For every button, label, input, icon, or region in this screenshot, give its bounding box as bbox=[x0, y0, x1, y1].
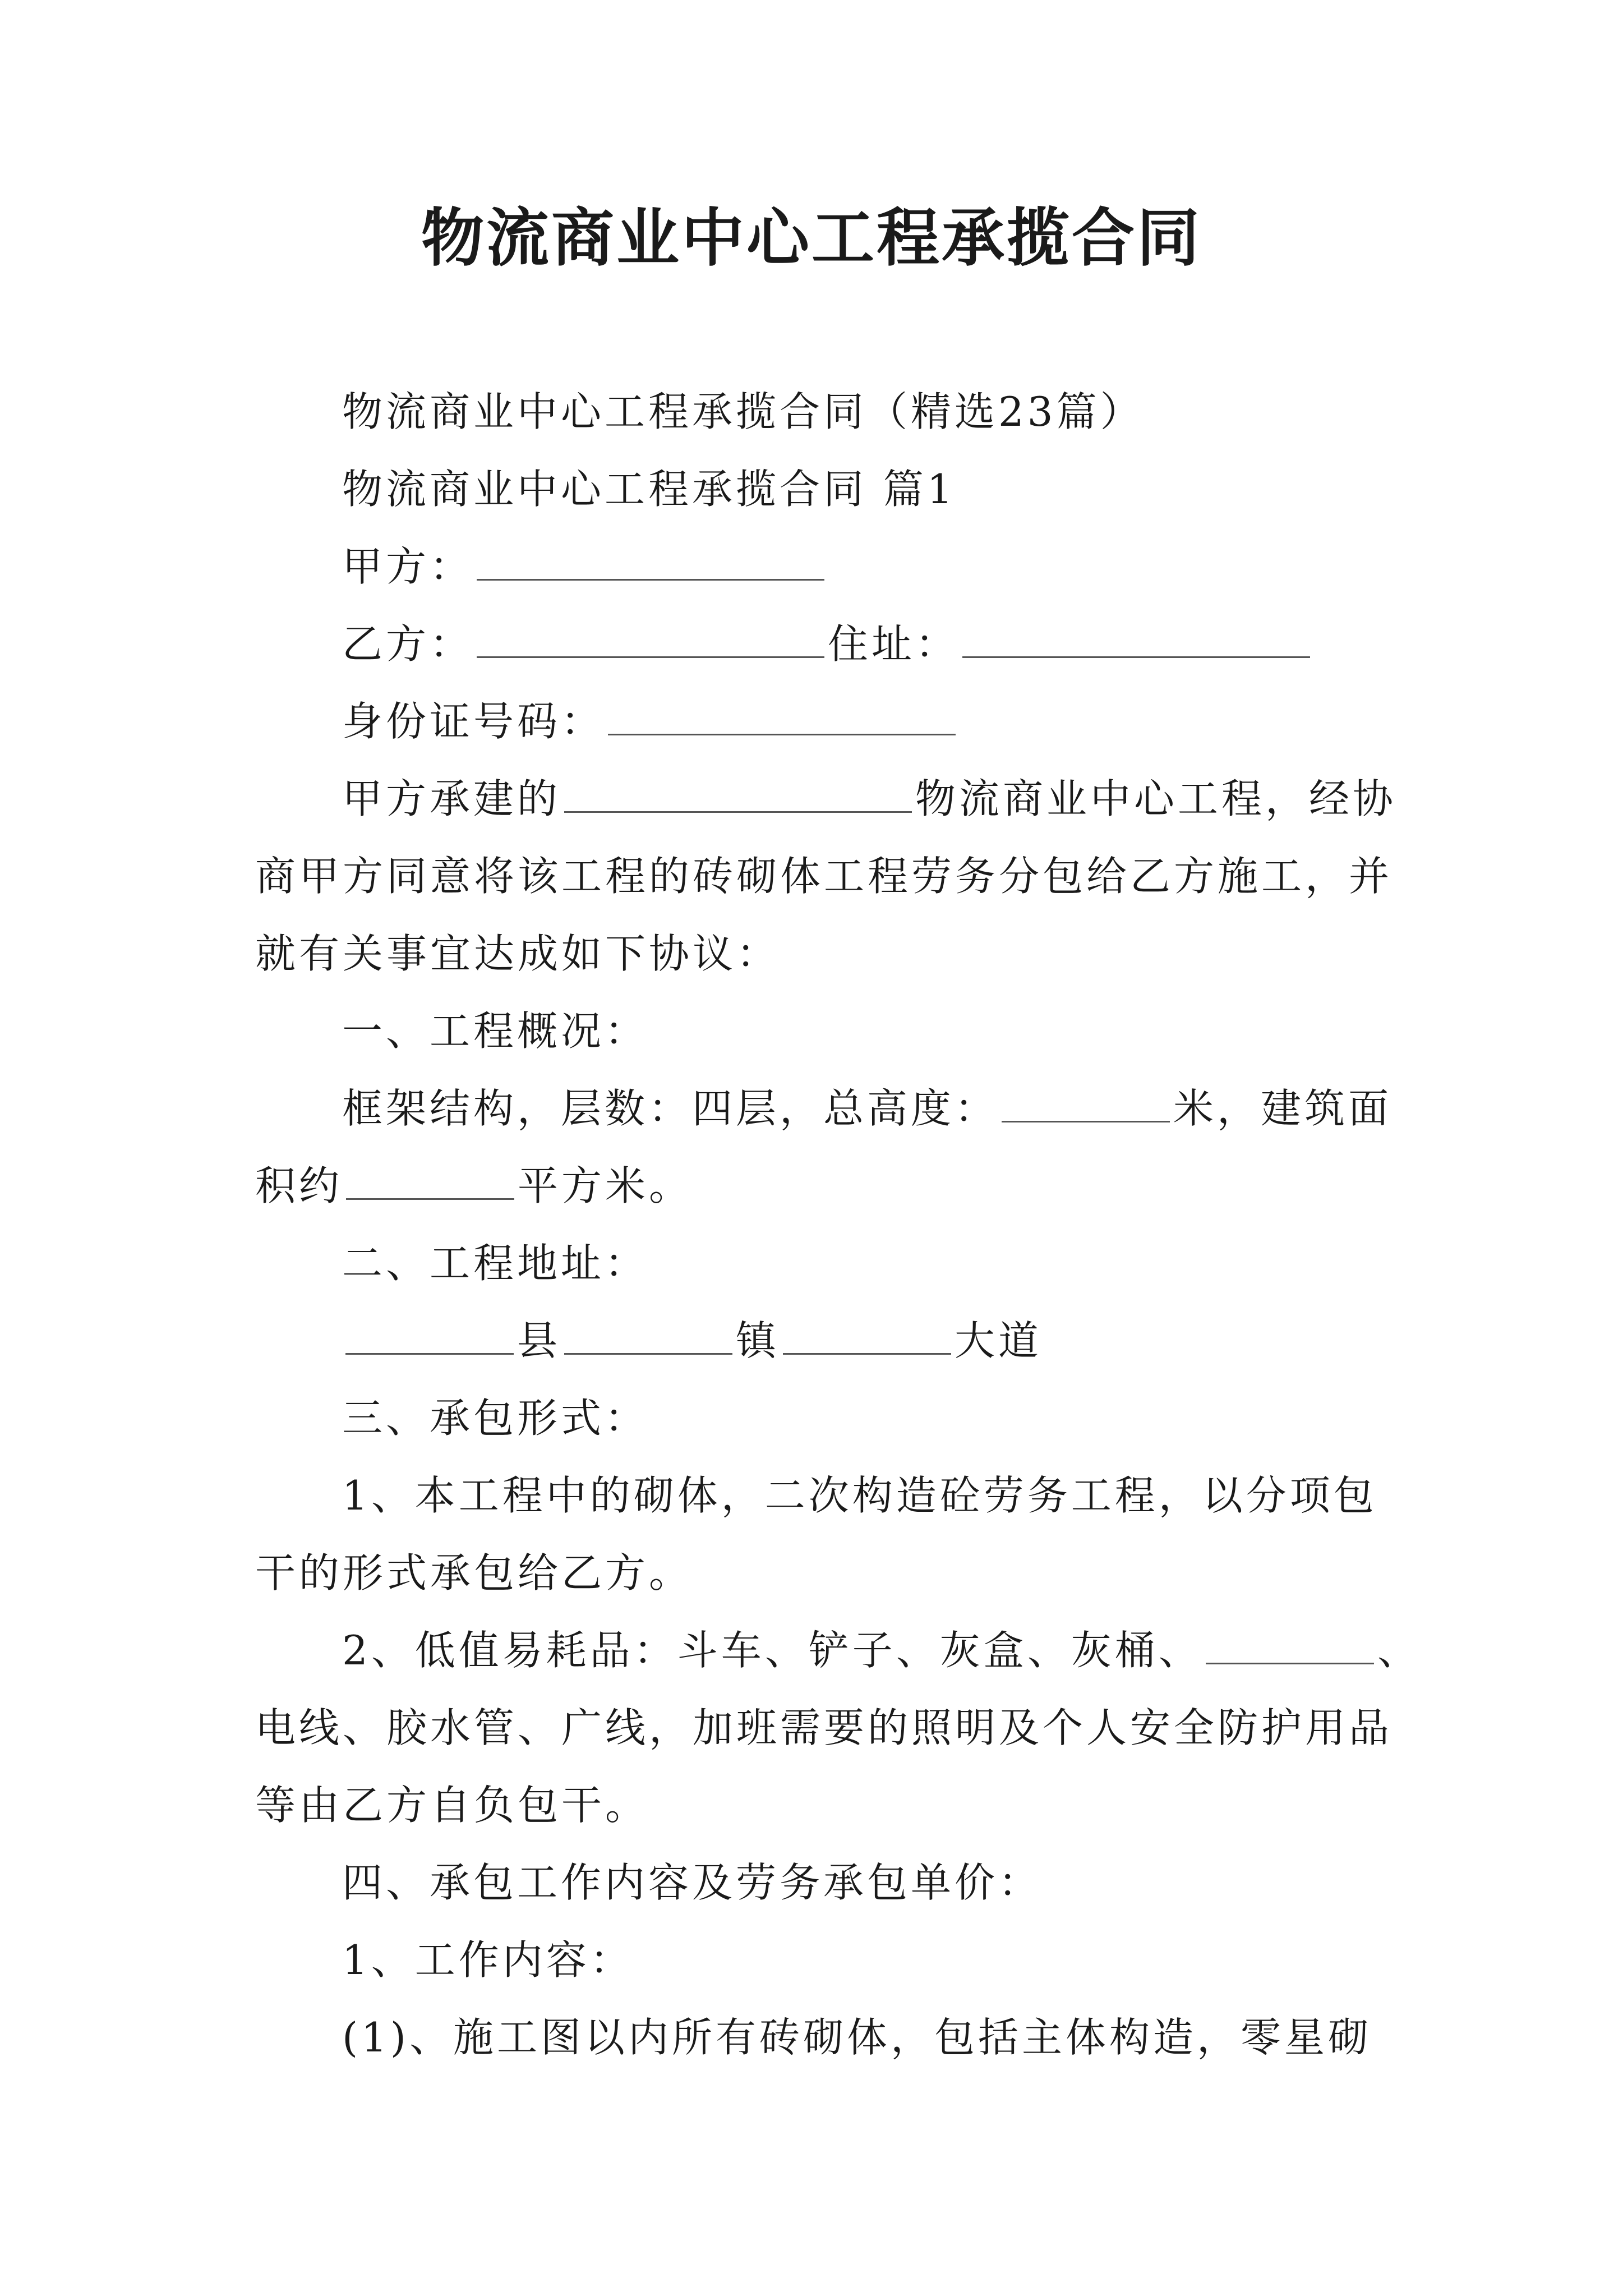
address-detail-line bbox=[255, 1302, 1388, 1379]
intro-line-3: 就有关事宜达成如下协议： bbox=[255, 930, 781, 977]
road-blank bbox=[783, 1318, 951, 1355]
id-line bbox=[255, 683, 1388, 760]
address-label: 住址： bbox=[828, 620, 960, 668]
section-4-item-1-sub-1: (1)、施工图以内所有砖砌体，包括主体构造，零星砌 bbox=[342, 2014, 1372, 2061]
tools-blank bbox=[1206, 1628, 1374, 1664]
section-3-item-1-line-2: 干的形式承包给乙方。 bbox=[255, 1549, 693, 1596]
sec1-1a: 框架结构，层数：四层，总高度： bbox=[342, 1085, 999, 1132]
party-b-line bbox=[255, 605, 1388, 683]
section-1-line-1 bbox=[255, 1070, 1393, 1147]
chapter-heading: 物流商业中心工程承揽合同 篇1 bbox=[342, 466, 956, 513]
county-label: 县 bbox=[517, 1317, 561, 1364]
address-blank bbox=[962, 622, 1310, 658]
subtitle-line: 物流商业中心工程承揽合同（精选23篇） bbox=[342, 388, 1144, 435]
road-label: 大道 bbox=[955, 1317, 1043, 1364]
section-1-line-2 bbox=[255, 1147, 1388, 1225]
party-a-label: 甲方： bbox=[342, 543, 474, 590]
area-blank bbox=[346, 1163, 514, 1200]
section-4-heading: 四、承包工作内容及劳务承包单价： bbox=[342, 1859, 1043, 1906]
intro-1b: 物流商业中心工程，经协 bbox=[915, 775, 1397, 822]
section-1-heading: 一、工程概况： bbox=[342, 1007, 649, 1055]
section-2-heading: 二、工程地址： bbox=[342, 1240, 649, 1287]
document-title: 物流商业中心工程承揽合同 bbox=[421, 201, 1202, 275]
sec1-1b: 米，建筑面 bbox=[1173, 1085, 1393, 1132]
document-body bbox=[255, 373, 1421, 2076]
sec1-2b: 平方米。 bbox=[518, 1162, 693, 1209]
party-b-blank bbox=[477, 622, 824, 658]
party-a-line bbox=[255, 528, 1388, 605]
sec1-2a: 积约 bbox=[255, 1162, 343, 1209]
town-label: 镇 bbox=[736, 1317, 780, 1364]
section-3-item-1-line-1: 1、本工程中的砌体，二次构造砼劳务工程，以分项包 bbox=[342, 1472, 1377, 1519]
intro-1a: 甲方承建的 bbox=[342, 775, 561, 822]
project-name-blank bbox=[564, 776, 912, 813]
party-b-label: 乙方： bbox=[342, 620, 474, 668]
intro-line-2: 商甲方同意将该工程的砖砌体工程劳务分包给乙方施工，并 bbox=[255, 853, 1393, 900]
section-3-item-2-line-3: 等由乙方自负包干。 bbox=[255, 1782, 649, 1829]
sec3-2a-tail: 、 bbox=[1377, 1627, 1421, 1674]
section-3-heading: 三、承包形式： bbox=[342, 1395, 649, 1442]
county-blank bbox=[345, 1318, 514, 1355]
party-a-blank bbox=[477, 544, 824, 581]
intro-line-1 bbox=[255, 760, 1397, 838]
section-3-item-2-line-2: 电线、胶水管、广线，加班需要的照明及个人安全防护用品 bbox=[255, 1704, 1393, 1751]
section-3-item-2-line-1 bbox=[255, 1612, 1421, 1689]
height-blank bbox=[1002, 1086, 1170, 1122]
id-blank bbox=[608, 699, 956, 735]
section-4-item-1: 1、工作内容： bbox=[342, 1936, 634, 1984]
id-label: 身份证号码： bbox=[342, 698, 605, 745]
sec3-2a: 2、低值易耗品：斗车、铲子、灰盒、灰桶、 bbox=[342, 1627, 1202, 1674]
town-blank bbox=[564, 1318, 732, 1355]
